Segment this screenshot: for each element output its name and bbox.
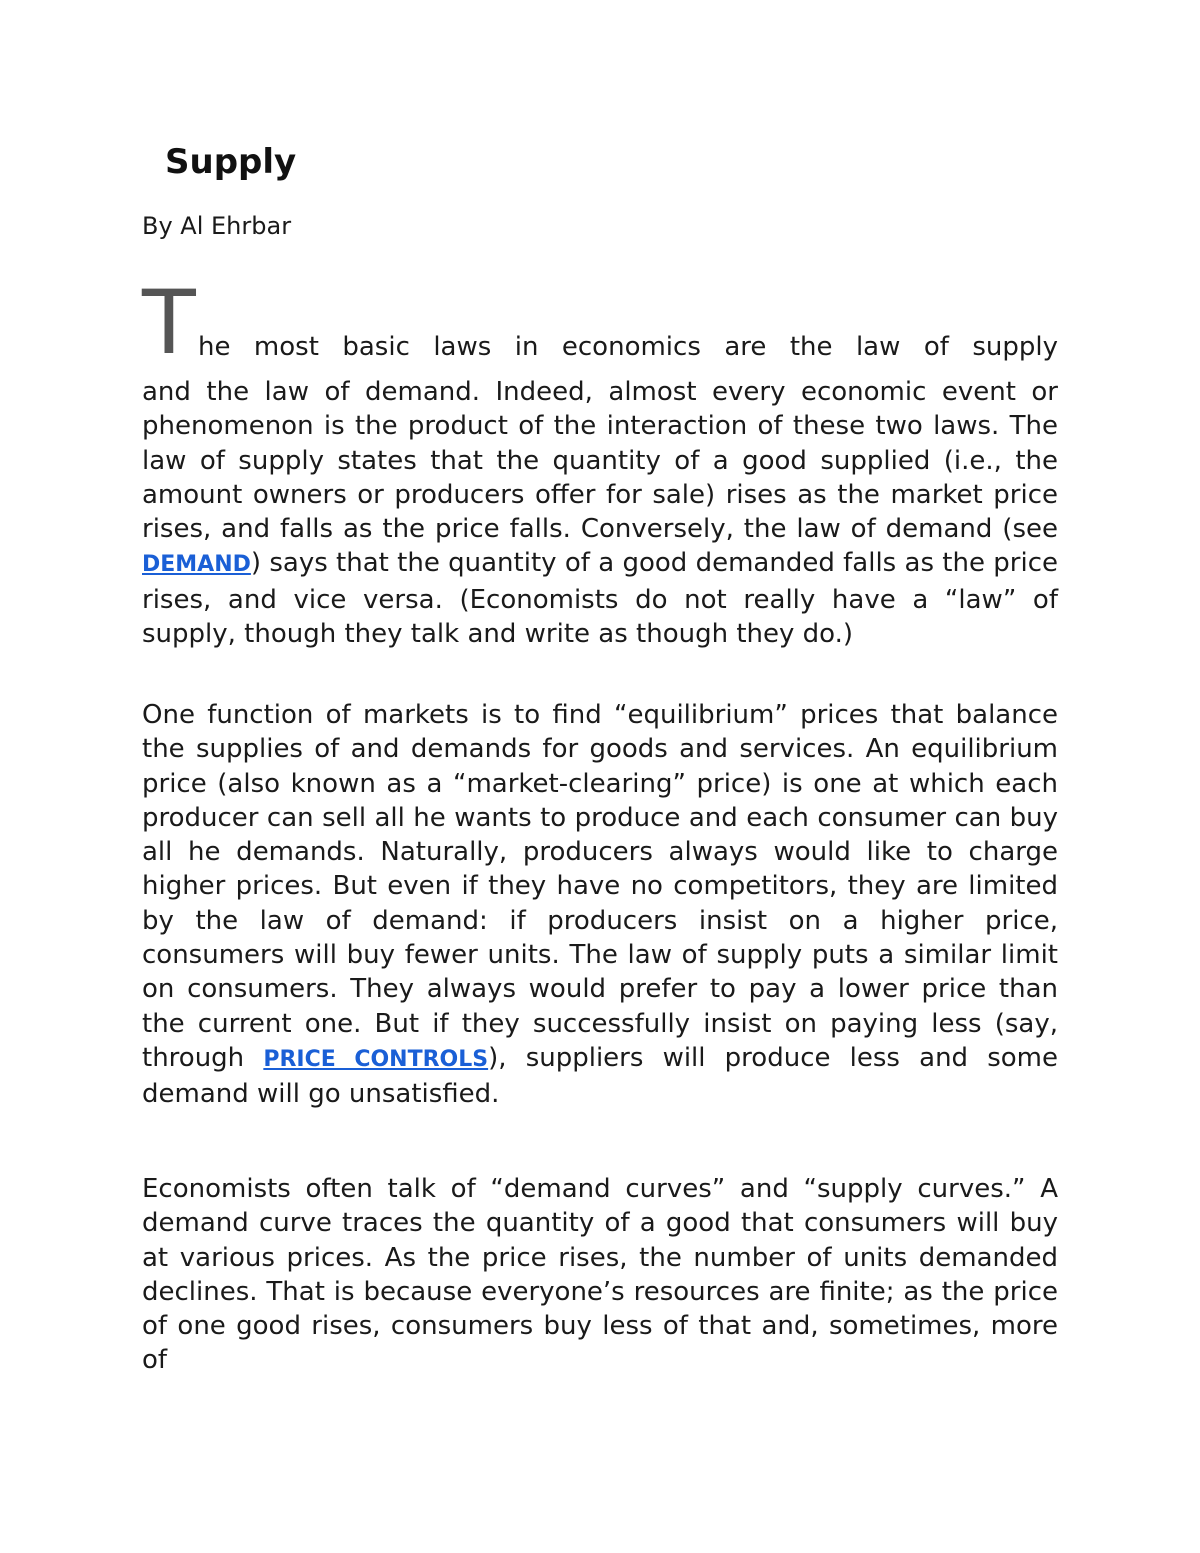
- paragraph-2-text-a: One function of markets is to find “equilibrium” prices that balance the supplies of and demands for goods and services. An equilibrium price (also known as a “market-clearing” price) is one at which each producer can sell all he wants to produce and each consumer can buy all he demands. Naturally, producers always would like to charge higher prices. But even if they have no competitors, they are limited by the law of demand: if producers insist on a higher price, consumers will buy fewer units. The law of supply puts a similar limit on consumers. They always would prefer to pay a lower price than the current one. But if they successfully insist on paying less (say, through: [142, 700, 1058, 1073]
- paragraph-2-text-b: ), suppliers will produce less and some demand will go unsatisfied.: [142, 1042, 1058, 1110]
- paragraph-1-text-a: and the law of demand. Indeed, almost every economic event or phenomenon is the product of the interaction of these two laws. The law of supply states that the quantity of a good supplied (i.e., the amount owners or producers offer for sale) rises as the market price rises, and falls as the price falls. Conversely, the law of demand (see: [142, 377, 1058, 545]
- price-controls-link[interactable]: PRICE CONTROLS: [263, 1046, 489, 1072]
- drop-cap: T: [142, 271, 196, 374]
- first-line-text: he most basic laws in economics are the law of supply: [198, 332, 1058, 362]
- demand-link[interactable]: DEMAND: [142, 552, 251, 578]
- paragraph-1: [142, 375, 1058, 651]
- paragraph-3: Economists often talk of “demand curves” and “supply curves.” A demand curve traces the quantity of a good that consumers will buy at various prices. As the price rises, the number of units demanded declines. That is because everyone’s resources are finite; as the price of one good rises, consumers buy less of that and, sometimes, more of: [142, 1174, 1058, 1376]
- first-line: [142, 271, 1058, 374]
- paragraph-1-text-b: ) says that the quantity of a good demanded falls as the price rises, and vice versa. (Economists do not really have a “law” of supply, though they talk and write as though they do.): [142, 548, 1058, 650]
- author-byline: By Al Ehrbar: [142, 212, 292, 240]
- page-title: Supply: [165, 142, 297, 182]
- paragraph-2: [142, 698, 1058, 1112]
